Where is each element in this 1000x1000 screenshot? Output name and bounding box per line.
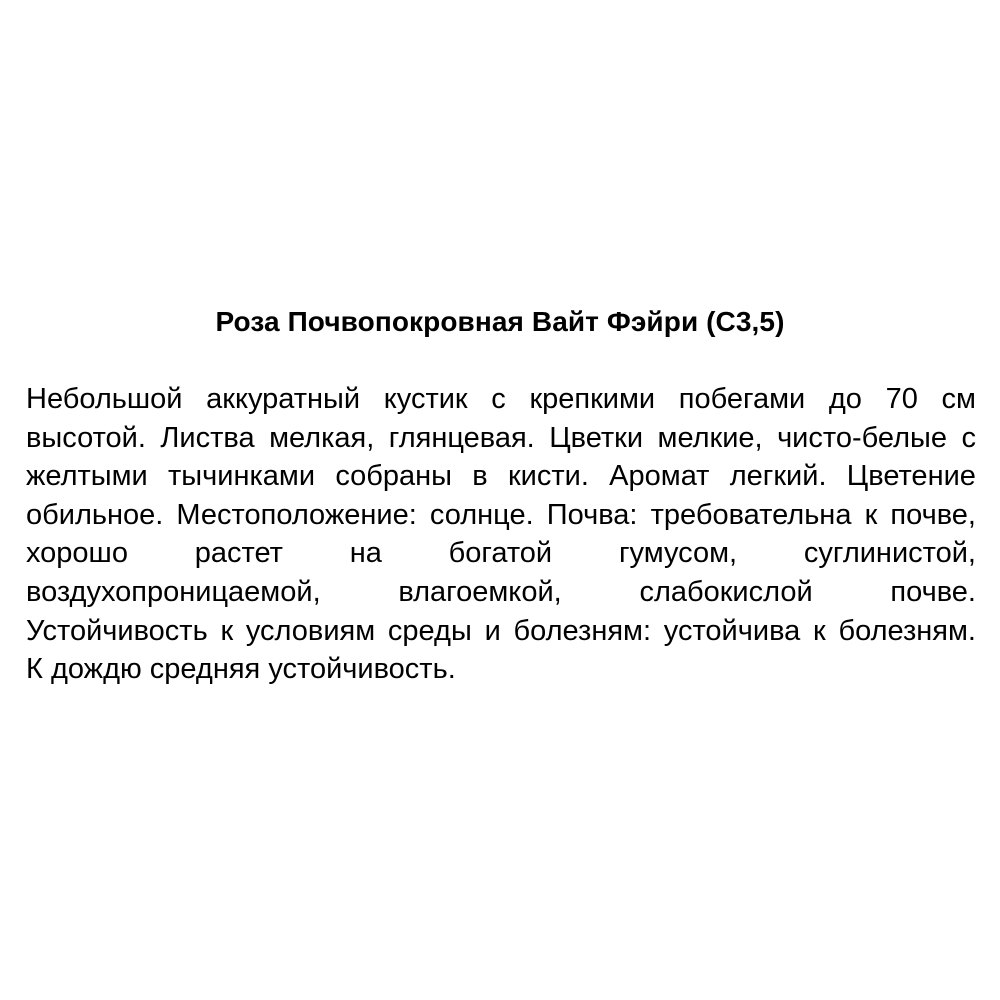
description-word: солнце. [429,498,534,531]
description-word: требовательна [650,498,852,531]
description-word: собраны [335,460,453,493]
description-word: 70 [885,383,918,415]
description-word: на [349,537,382,570]
description-word: болезням: [513,614,652,647]
description-word: желтыми [26,460,148,493]
product-description [26,380,976,689]
description-word: Небольшой [26,383,183,415]
description-word: глянцевая. [388,421,535,454]
description-word: до [828,383,862,415]
description-word: среды [387,614,472,647]
description-word: растет [194,537,283,570]
description-word: и [484,614,501,647]
description-word: мелкая, [269,421,375,454]
product-title: Роза Почвопокровная Вайт Фэйри (C3,5) [215,306,785,337]
description-word: Местоположение: [176,498,417,531]
description-word: побегами [678,383,806,415]
description-word: суглинистой, [803,537,976,570]
description-line [26,612,976,651]
description-word: Аромат [609,460,710,493]
description-word: кустик [383,383,468,415]
description-word: легкий. [729,460,827,493]
description-word: тычинками [168,460,316,493]
description-word: богатой [448,537,553,570]
description-word: гумусом, [618,537,738,570]
description-line [26,496,976,535]
description-word: аккуратный [206,383,361,415]
description-word: почве, [890,498,976,531]
description-word: к [220,614,234,647]
description-line [26,419,976,458]
description-word: к [864,498,878,531]
description-word: устойчива [663,614,801,647]
description-line: К дождю средняя устойчивость. [26,653,456,686]
description-word: высотой. [26,421,146,454]
description-word: с [491,383,506,415]
description-word: болезням. [838,614,976,647]
description-word: обильное. [26,498,164,531]
description-word: к [813,614,826,647]
description-word: Цветение [846,460,976,493]
description-word: чисто-белые [777,421,947,454]
description-line [26,573,976,612]
description-word: почве. [890,575,976,608]
description-word: Листва [160,421,255,454]
description-line [26,534,976,573]
description-line [26,457,976,496]
description-line [26,380,976,419]
description-word: условиям [245,614,376,647]
description-word: влагоемкой, [398,575,562,608]
description-word: мелкие, [657,421,763,454]
description-word: хорошо [26,537,128,570]
description-word: в [472,460,488,493]
description-word: с [961,421,976,454]
description-word: кисти. [507,460,589,493]
description-word: крепкими [529,383,656,415]
description-word: Устойчивость [26,614,208,647]
description-word: Почва: [546,498,638,531]
description-word: слабокислой [639,575,813,608]
description-word: воздухопроницаемой, [26,575,321,608]
description-word: см [941,383,976,415]
description-word: Цветки [549,421,644,454]
